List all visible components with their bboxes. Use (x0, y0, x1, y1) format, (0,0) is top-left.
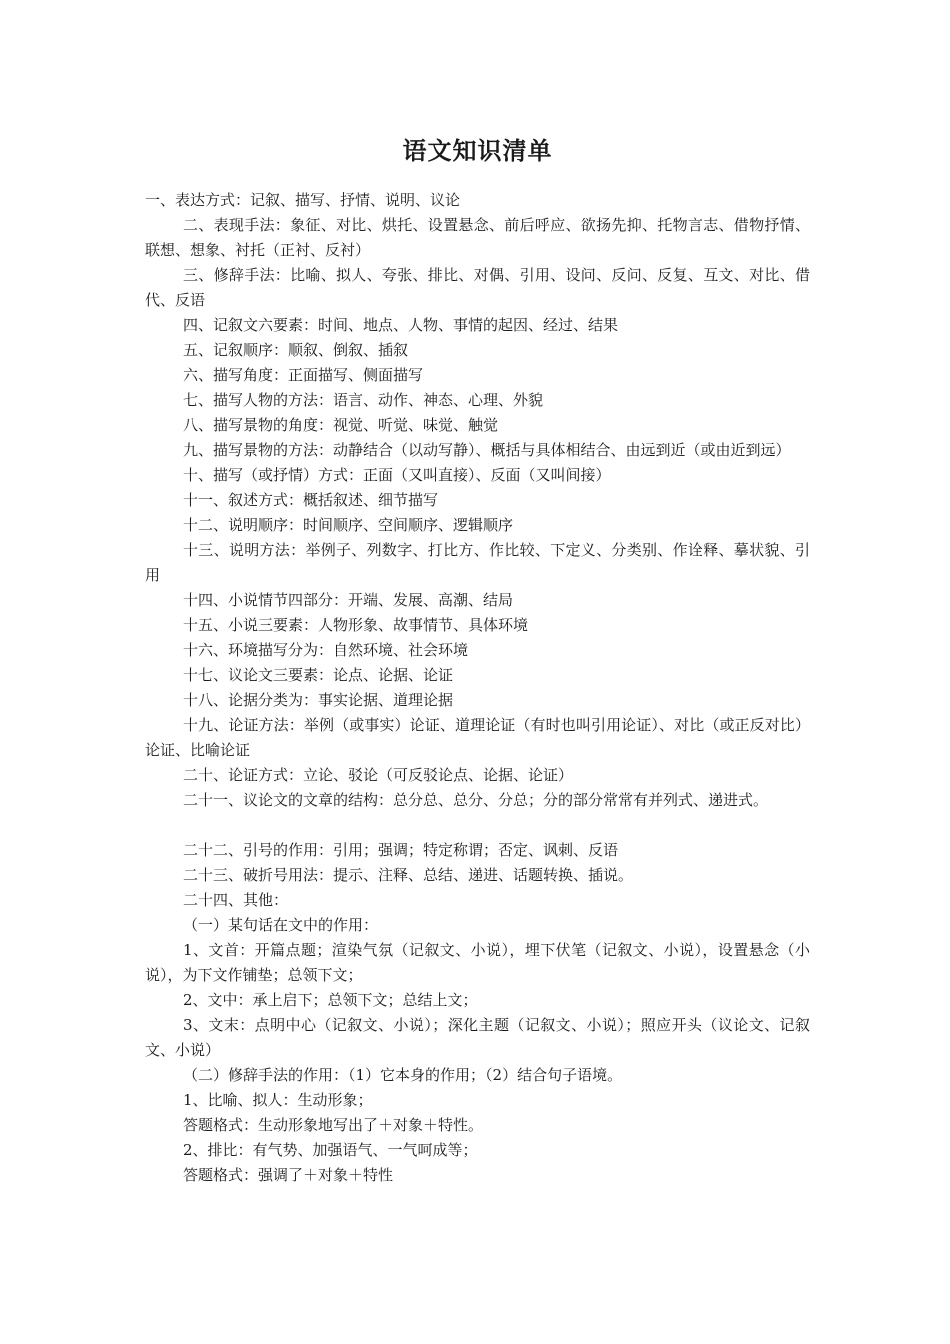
paragraph: 答题格式：生动形象地写出了＋对象＋特性。 (183, 1116, 484, 1134)
paragraph: 二十四、其他： (183, 891, 289, 909)
paragraph: 二十二、引号的作用：引用；强调；特定称谓；否定、讽刺、反语 (183, 841, 619, 859)
paragraph: （二）修辞手法的作用：（1）它本身的作用；（2）结合句子语境。 (183, 1066, 623, 1084)
document-page (145, 136, 810, 1188)
paragraph: 1、文首：开篇点题；渲染气氛（记叙文、小说），埋下伏笔（记叙文、小说），设置悬念（小说），为下文作铺垫；总领下文； (145, 941, 810, 984)
paragraph: 十二、说明顺序：时间顺序、空间顺序、逻辑顺序 (183, 516, 514, 534)
paragraph: 2、文中：承上启下；总领下文；总结上文； (183, 991, 478, 1009)
paragraph: 七、描写人物的方法：语言、动作、神态、心理、外貌 (183, 391, 544, 409)
paragraph: 十四、小说情节四部分：开端、发展、高潮、结局 (183, 591, 514, 609)
paragraph: 十、描写（或抒情）方式：正面（又叫直接）、反面（又叫间接） (183, 466, 611, 484)
paragraph: 十三、说明方法：举例子、列数字、打比方、作比较、下定义、分类别、作诠释、摹状貌、引用 (145, 541, 810, 584)
paragraph: 十九、论证方法：举例（或事实）论证、道理论证（有时也叫引用论证）、对比（或正反对比）论证、比喻论证 (145, 716, 810, 759)
paragraph: 十一、叙述方式：概括叙述、细节描写 (183, 491, 439, 509)
paragraph: 十六、环境描写分为：自然环境、社会环境 (183, 641, 469, 659)
paragraph: 一、表达方式：记叙、描写、抒情、说明、议论 (145, 191, 461, 209)
paragraph: 3、文末：点明中心（记叙文、小说）；深化主题（记叙文、小说）；照应开头（议论文、记叙文、小说） (145, 1016, 810, 1059)
paragraph: 二十三、破折号用法：提示、注释、总结、递进、话题转换、插说。 (183, 866, 634, 884)
paragraph: 1、比喻、拟人：生动形象； (183, 1091, 373, 1109)
paragraph: 二十一、议论文的文章的结构：总分总、总分、分总；分的部分常常有并列式、递进式。 (183, 791, 769, 809)
paragraph: 五、记叙顺序：顺叙、倒叙、插叙 (183, 341, 409, 359)
paragraph: 六、描写角度：正面描写、侧面描写 (183, 366, 424, 384)
paragraph: 2、排比：有气势、加强语气、一气呵成等； (183, 1141, 478, 1159)
paragraph: 八、描写景物的角度：视觉、听觉、味觉、触觉 (183, 416, 499, 434)
paragraph: 三、修辞手法：比喻、拟人、夸张、排比、对偶、引用、设问、反问、反复、互文、对比、借代、反语 (145, 266, 810, 309)
paragraph: 答题格式：强调了＋对象＋特性 (183, 1166, 394, 1184)
paragraph: 十七、议论文三要素：论点、论据、论证 (183, 666, 454, 684)
paragraph: 九、描写景物的方法：动静结合（以动写静）、概括与具体相结合、由远到近（或由近到远） (183, 441, 791, 459)
paragraph: 二、表现手法：象征、对比、烘托、设置悬念、前后呼应、欲扬先抑、托物言志、借物抒情、联想、想象、衬托（正衬、反衬） (145, 216, 810, 259)
paragraph: 四、记叙文六要素：时间、地点、人物、事情的起因、经过、结果 (183, 316, 619, 334)
paragraph: 十八、论据分类为：事实论据、道理论据 (183, 691, 454, 709)
document-title: 语文知识清单 (402, 137, 553, 165)
document-body (145, 188, 810, 1188)
blank-line (145, 813, 810, 838)
paragraph: 二十、论证方式：立论、驳论（可反驳论点、论据、论证） (183, 766, 574, 784)
paragraph: 十五、小说三要素：人物形象、故事情节、具体环境 (183, 616, 529, 634)
paragraph: （一）某句话在文中的作用： (183, 916, 379, 934)
